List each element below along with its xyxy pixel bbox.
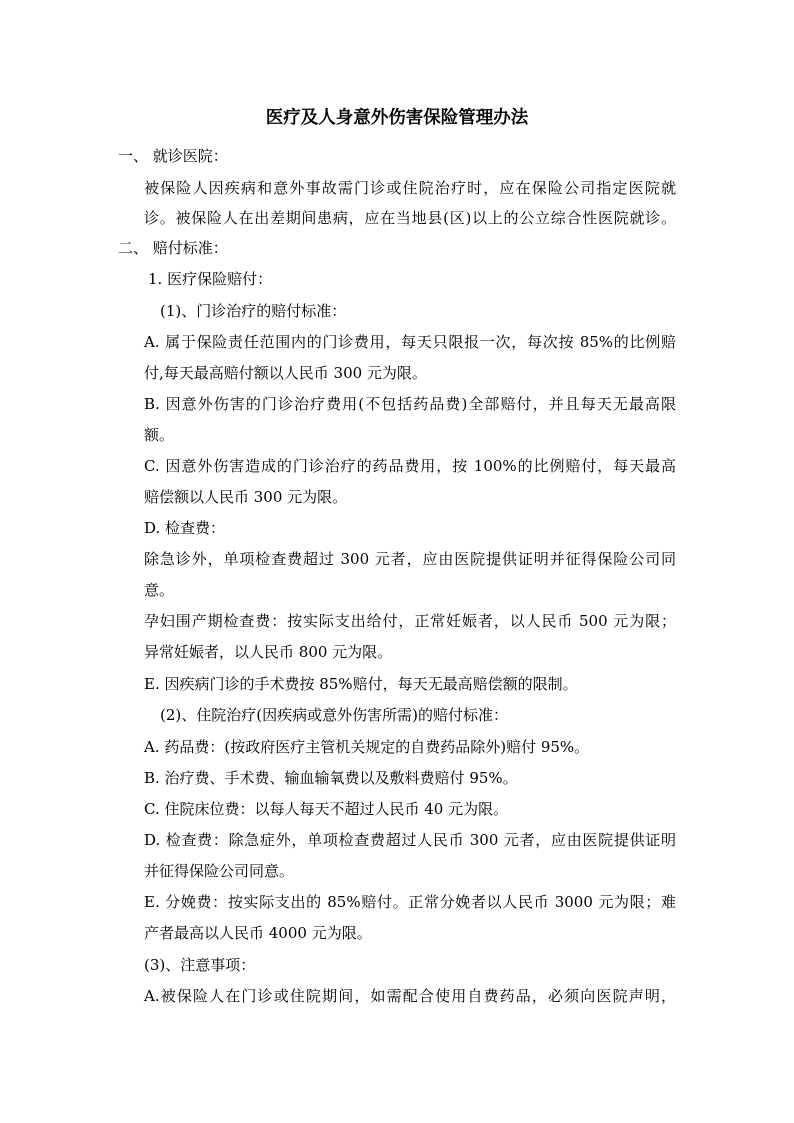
paragraph-line: D. 检查费：除急症外，单项检查费超过人民币 300 元者，应由医院提供证明 xyxy=(144,831,676,849)
paragraph-line: 除急诊外，单项检查费超过 300 元者，应由医院提供证明并征得保险公司同 xyxy=(144,550,676,568)
paragraph-line: 意。 xyxy=(144,581,175,599)
paragraph-line: E. 因疾病门诊的手术费按 85%赔付，每天无最高赔偿额的限制。 xyxy=(144,675,578,693)
paragraph-line: B. 治疗费、手术费、输血输氧费以及敷料费赔付 95%。 xyxy=(144,769,518,787)
paragraph-line: A. 属于保险责任范围内的门诊费用，每天只限报一次，每次按 85%的比例赔 xyxy=(144,333,676,351)
paragraph-line: 产者最高以人民币 4000 元为限。 xyxy=(144,924,372,942)
paragraph-line: 额。 xyxy=(144,426,175,444)
paragraph-line: A.被保险人在门诊或住院期间，如需配合使用自费药品，必须向医院声明， xyxy=(144,987,676,1005)
section-heading-compensation: 二、 赔付标准： xyxy=(118,239,228,257)
paragraph-line: B. 因意外伤害的门诊治疗费用(不包括药品费)全部赔付，并且每天无最高限 xyxy=(144,395,676,413)
paragraph-line: 付,每天最高赔付额以人民币 300 元为限。 xyxy=(144,364,427,382)
subsection-heading: 1. 医疗保险赔付： xyxy=(148,270,273,288)
paragraph-line: 异常妊娠者，以人民币 800 元为限。 xyxy=(144,643,393,661)
subsection-heading: (2)、住院治疗(因疾病或意外伤害所需)的赔付标准： xyxy=(160,706,508,724)
paragraph-line: C. 住院床位费：以每人每天不超过人民币 40 元为限。 xyxy=(144,800,509,818)
paragraph-line: 并征得保险公司同意。 xyxy=(144,862,295,880)
section-heading-hospital: 一、 就诊医院： xyxy=(118,147,228,165)
paragraph-line: 诊。被保险人在出差期间患病，应在当地县(区)以上的公立综合性医院就诊。 xyxy=(144,209,676,227)
paragraph-line: 赔偿额以人民币 300 元为限。 xyxy=(144,488,348,506)
document-title: 医疗及人身意外伤害保险管理办法 xyxy=(265,108,529,128)
paragraph-line: C. 因意外伤害造成的门诊治疗的药品费用，按 100%的比例赔付，每天最高 xyxy=(144,457,676,475)
paragraph-line: E. 分娩费：按实际支出的 85%赔付。正常分娩者以人民币 3000 元为限；难 xyxy=(144,893,676,911)
paragraph-line: D. 检查费： xyxy=(144,519,226,537)
paragraph-line: A. 药品费：(按政府医疗主管机关规定的自费药品除外)赔付 95%。 xyxy=(144,738,590,756)
paragraph-line: 孕妇围产期检查费：按实际支出给付，正常妊娠者，以人民币 500 元为限； xyxy=(144,612,676,630)
paragraph-line: 被保险人因疾病和意外事故需门诊或住院治疗时，应在保险公司指定医院就 xyxy=(144,179,676,197)
subsection-heading: (3)、注意事项： xyxy=(144,956,256,974)
subsection-heading: (1)、门诊治疗的赔付标准： xyxy=(160,302,347,320)
